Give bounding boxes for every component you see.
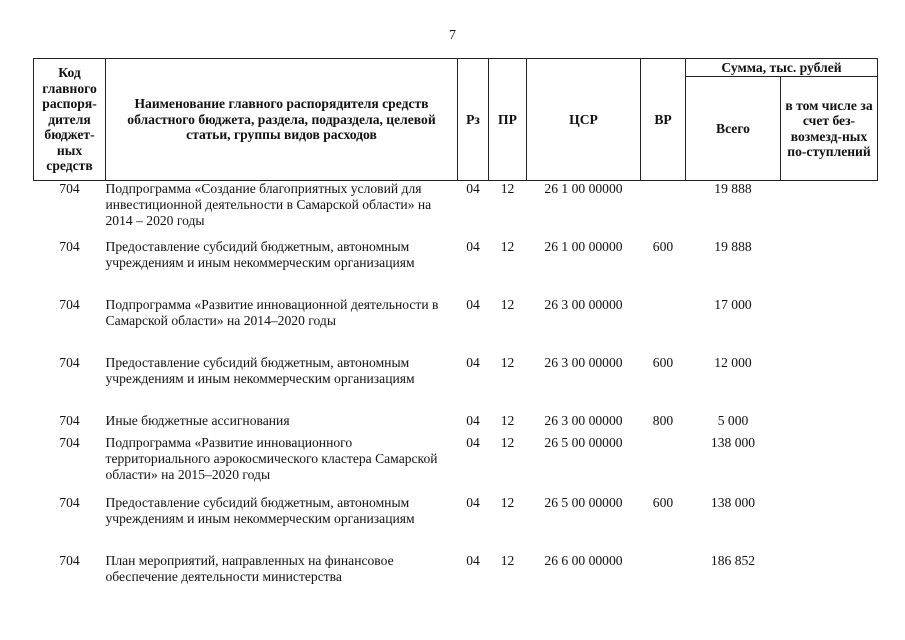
row-name: Подпрограмма «Создание благоприятных условий для инвестиционной деятельности в Самарской области» на 2014 – 2020 годы (105, 181, 432, 228)
row-csr: 26 3 00 00000 (544, 354, 623, 370)
row-pr: 12 (500, 412, 515, 428)
row-rz: 04 (466, 181, 480, 196)
row-rz: 04 (466, 494, 480, 510)
row-code: 704 (59, 181, 80, 196)
row-name: Подпрограмма «Развитие инновационного территориального аэрокосмического кластера Самарской области» на 2015–2020 годы (105, 434, 438, 482)
row-csr: 26 6 00 00000 (544, 552, 623, 568)
row-rz: 04 (466, 412, 480, 428)
table-row (34, 495, 878, 553)
row-total: 138 000 (710, 434, 756, 450)
row-vr: 600 (652, 354, 674, 370)
table-row (34, 435, 878, 495)
header-rz: Рз (458, 59, 489, 181)
table-header (34, 59, 878, 181)
row-name: Подпрограмма «Развитие инновационной деятельности в Самарской области» на 2014–2020 годы (105, 296, 439, 328)
budget-table (33, 58, 878, 593)
row-rz: 04 (466, 434, 480, 450)
row-name: Предоставление субсидий бюджетным, автономным учреждениям и иным некоммерческим организациям (105, 354, 415, 386)
table-row (34, 181, 878, 239)
row-csr: 26 1 00 00000 (544, 181, 623, 196)
row-incl-grants (781, 355, 878, 413)
header-csr: ЦСР (527, 59, 641, 181)
row-pr: 12 (500, 552, 515, 568)
row-code: 704 (59, 494, 80, 510)
row-name: Предоставление субсидий бюджетным, автономным учреждениям и иным некоммерческим организациям (105, 494, 415, 526)
table-row (34, 355, 878, 413)
header-pr: ПР (489, 59, 527, 181)
header-code: Код главного распоря-дителя бюджет-ных средств (34, 59, 106, 181)
row-total: 12 000 (714, 354, 752, 370)
row-pr: 12 (500, 494, 515, 510)
row-vr (641, 181, 686, 239)
row-vr: 600 (652, 494, 674, 510)
row-incl-grants (781, 297, 878, 355)
row-rz: 04 (466, 238, 480, 254)
row-incl-grants (781, 239, 878, 297)
row-code: 704 (59, 552, 80, 568)
row-rz: 04 (466, 552, 480, 568)
row-name: План мероприятий, направленных на финансовое обеспечение деятельности министерства (105, 552, 394, 584)
row-incl-grants (781, 435, 878, 495)
table-row (34, 553, 878, 593)
row-vr (641, 553, 686, 593)
row-rz: 04 (466, 296, 480, 312)
row-code: 704 (59, 238, 80, 254)
row-csr: 26 3 00 00000 (544, 412, 623, 428)
header-incl-grants: в том числе за счет без-возмезд-ных по-ступлений (781, 77, 878, 181)
row-csr: 26 5 00 00000 (544, 494, 623, 510)
row-incl-grants (781, 181, 878, 239)
header-sum-group: Сумма, тыс. рублей (686, 59, 878, 77)
row-pr: 12 (500, 181, 515, 196)
header-name: Наименование главного распорядителя средств областного бюджета, раздела, подраздела, целевой статьи, группы видов расходов (106, 59, 458, 181)
row-pr: 12 (500, 354, 515, 370)
row-pr: 12 (500, 434, 515, 450)
row-incl-grants (781, 495, 878, 553)
row-total: 19 888 (714, 181, 752, 196)
row-total: 17 000 (714, 296, 752, 312)
row-pr: 12 (500, 238, 515, 254)
row-vr: 800 (652, 412, 674, 428)
row-code: 704 (59, 354, 80, 370)
row-csr: 26 5 00 00000 (544, 434, 623, 450)
table-body (34, 181, 878, 593)
row-total: 186 852 (710, 552, 756, 568)
row-pr: 12 (500, 296, 515, 312)
table-row (34, 297, 878, 355)
row-code: 704 (59, 434, 80, 450)
page-number: 7 (449, 28, 456, 43)
table-row (34, 239, 878, 297)
row-name: Предоставление субсидий бюджетным, автономным учреждениям и иным некоммерческим организациям (105, 238, 415, 270)
header-vr: ВР (641, 59, 686, 181)
row-name: Иные бюджетные ассигнования (105, 412, 290, 428)
row-total: 19 888 (714, 238, 752, 254)
row-incl-grants (781, 413, 878, 435)
row-vr (641, 297, 686, 355)
row-csr: 26 3 00 00000 (544, 296, 623, 312)
row-total: 5 000 (717, 412, 749, 428)
row-csr: 26 1 00 00000 (544, 238, 623, 254)
row-rz: 04 (466, 354, 480, 370)
row-incl-grants (781, 553, 878, 593)
header-total: Всего (686, 77, 781, 181)
row-code: 704 (59, 296, 80, 312)
row-vr: 600 (652, 238, 674, 254)
row-total: 138 000 (710, 494, 756, 510)
row-vr (641, 435, 686, 495)
table-row (34, 413, 878, 435)
row-code: 704 (59, 412, 80, 428)
